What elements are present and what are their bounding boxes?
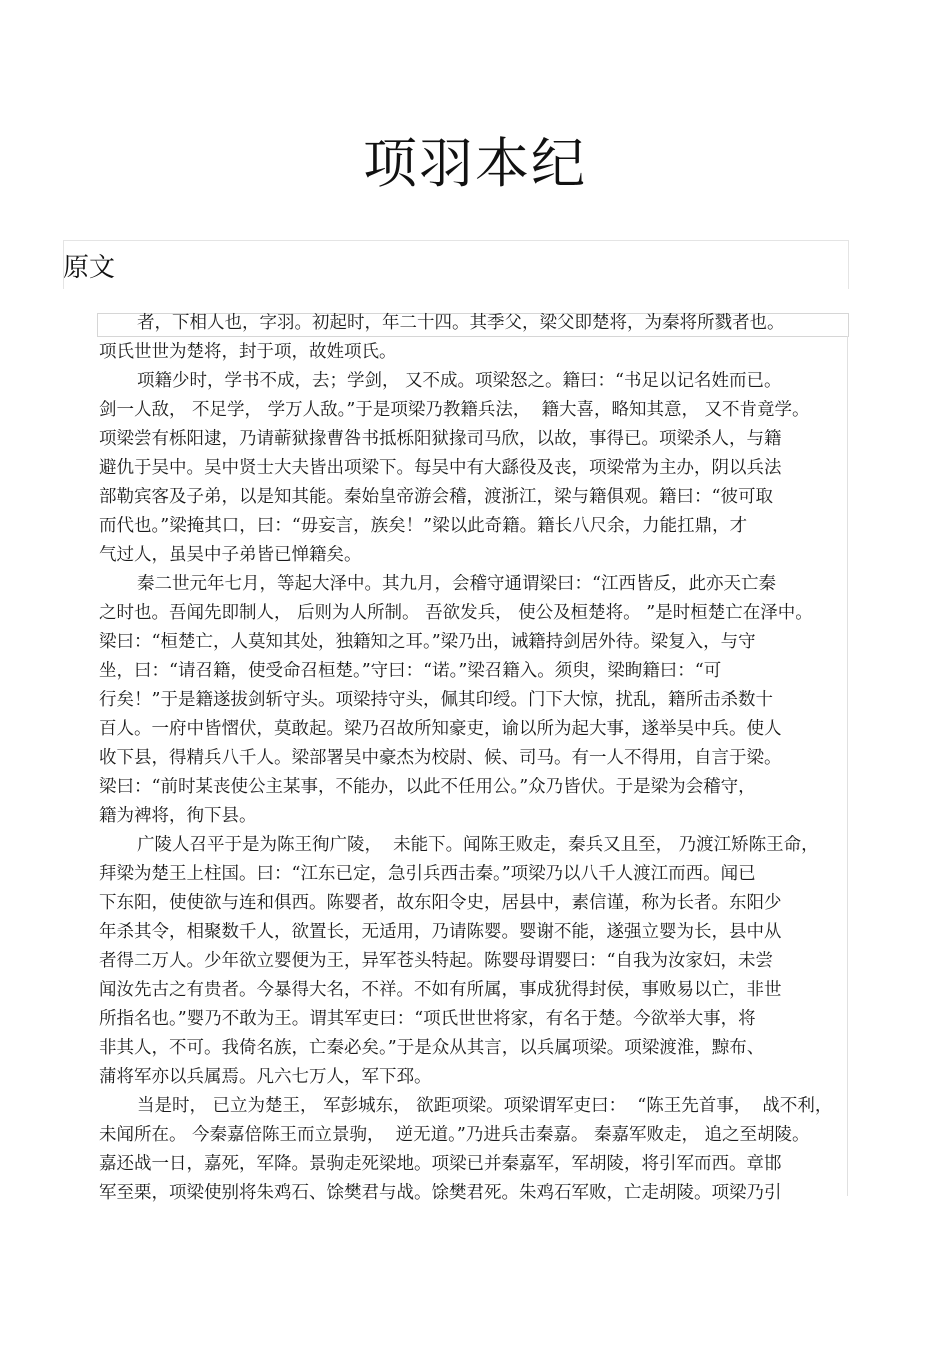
text-line: 行矣！”于是籍遂拔剑斩守头。项梁持守头，佩其印绶。门下大惊，扰乱，籍所击杀数十 [99, 690, 773, 710]
text-line: 非其人，不可。我倚名族，亡秦必矣。”于是众从其言，以兵属项梁。项梁渡淮，黥布、 [99, 1038, 765, 1058]
text-line: 梁曰：“前时某丧使公主某事，不能办，以此不任用公。”众乃皆伏。于是梁为会稽守， [99, 777, 756, 797]
text-line: 未闻所在。 今秦嘉倍陈王而立景驹， 逆无道。”乃进兵击秦嘉。 秦嘉军败走， 追之至胡陵。 [99, 1125, 810, 1145]
text-line: 籍为裨将，徇下县。 [99, 806, 257, 826]
text-line: 项梁尝有栎阳逮，乃请蕲狱掾曹咎书抵栎阳狱掾司马欣，以故，事得已。项梁杀人，与籍 [99, 429, 782, 449]
text-line: 之时也。吾闻先即制人， 后则为人所制。 吾欲发兵， 使公及桓楚将。 ”是时桓楚亡在泽中。 [99, 603, 813, 623]
text-line: 嘉还战一日，嘉死，军降。景驹走死梁地。项梁已并秦嘉军，军胡陵，将引军而西。章邯 [99, 1154, 782, 1174]
text-line: 百人。一府中皆慴伏，莫敢起。梁乃召故所知豪吏，谕以所为起大事，遂举吴中兵。使人 [99, 719, 782, 739]
text-line: 者得二万人。少年欲立婴便为王，异军苍头特起。陈婴母谓婴曰：“自我为汝家妇，未尝 [99, 951, 773, 971]
text-line: 剑一人敌， 不足学， 学万人敌。”于是项梁乃教籍兵法， 籍大喜，略知其意， 又不肯竟学。 [99, 400, 810, 420]
text-line: 部勒宾客及子弟，以是知其能。秦始皇帝游会稽，渡浙江，梁与籍俱观。籍曰：“彼可取 [99, 487, 773, 507]
paragraph-first-line: 者，下相人也，字羽。初起时，年二十四。其季父，梁父即楚将，为秦将所戮者也。 [137, 313, 785, 333]
paragraph-first-line: 秦二世元年七月，等起大泽中。其九月，会稽守通谓梁曰：“江西皆反，此亦天亡秦 [137, 574, 776, 594]
text-line: 年杀其令，相聚数千人，欲置长，无适用，乃请陈婴。婴谢不能，遂强立婴为长，县中从 [99, 922, 782, 942]
text-line: 军至栗，项梁使别将朱鸡石、馀樊君与战。馀樊君死。朱鸡石军败，亡走胡陵。项梁乃引 [99, 1183, 782, 1203]
document-title: 项羽本纪 [363, 132, 587, 195]
text-line: 梁曰：“桓楚亡，人莫知其处，独籍知之耳。”梁乃出，诫籍持剑居外待。梁复入，与守 [99, 632, 756, 652]
text-line: 坐，曰：“请召籍，使受命召桓楚。”守曰：“诺。”梁召籍入。须臾，梁眴籍曰：“可 [99, 661, 722, 681]
text-line: 收下县，得精兵八千人。梁部署吴中豪杰为校尉、候、司马。有一人不得用，自言于梁。 [99, 748, 782, 768]
paragraph-first-line: 项籍少时，学书不成，去；学剑， 又不成。项梁怒之。籍曰：“书足以记名姓而已。 [137, 371, 782, 391]
text-line: 闻汝先古之有贵者。今暴得大名，不祥。不如有所属，事成犹得封侯，事败易以亡，非世 [99, 980, 782, 1000]
text-line: 下东阳，使使欲与连和俱西。陈婴者，故东阳令史，居县中，素信谨，称为长者。东阳少 [99, 893, 782, 913]
text-line: 蒲将军亦以兵属焉。凡六七万人，军下邳。 [99, 1067, 432, 1087]
text-line: 气过人，虽吴中子弟皆已惮籍矣。 [99, 545, 362, 565]
section-heading: 原文 [63, 253, 116, 283]
paragraph-first-line: 广陵人召平于是为陈王徇广陵， 未能下。闻陈王败走，秦兵又且至， 乃渡江矫陈王命， [137, 835, 819, 855]
right-margin-rule [847, 336, 848, 1196]
section-heading-frame [63, 240, 849, 289]
text-line: 项氏世世为楚将，封于项，故姓项氏。 [99, 342, 397, 362]
text-line: 拜梁为楚王上柱国。曰：“江东已定，急引兵西击秦。”项梁乃以八千人渡江而西。闻已 [99, 864, 756, 884]
text-line: 所指名也。”婴乃不敢为王。谓其军吏曰：“项氏世世将家，有名于楚。今欲举大事，将 [99, 1009, 756, 1029]
text-line: 而代也。”梁掩其口，曰：“毋妄言，族矣！”梁以此奇籍。籍长八尺余，力能扛鼎，才 [99, 516, 748, 536]
paragraph-first-line: 当是时， 已立为楚王， 军彭城东， 欲距项梁。项梁谓军吏曰： “陈王先首事， 战不利， [137, 1096, 833, 1116]
text-line: 避仇于吴中。吴中贤士大夫皆出项梁下。每吴中有大繇役及丧，项梁常为主办，阴以兵法 [99, 458, 782, 478]
